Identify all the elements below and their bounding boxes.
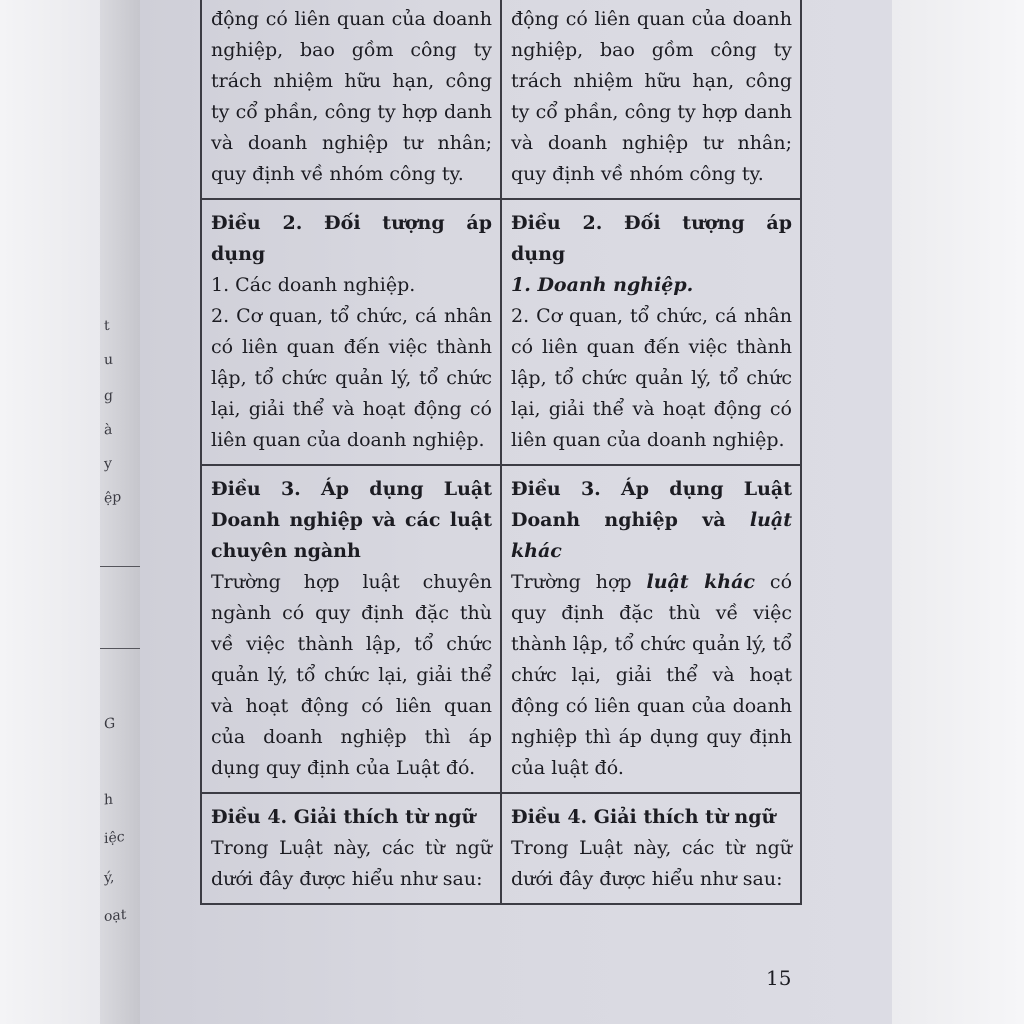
clause-item: 2. Cơ quan, tổ chức, cá nhân có liên quan đến việc thành lập, tổ chức quản lý, tổ chức lại, giải thể và hoạt động có liên quan của doanh nghiệp. bbox=[211, 305, 492, 451]
body-amended-text: luật khác bbox=[646, 571, 755, 593]
clause-item: 2. Cơ quan, tổ chức, cá nhân có liên quan đến việc thành lập, tổ chức quản lý, tổ chức lại, giải thể và hoạt động có liên quan của doanh nghiệp. bbox=[511, 305, 792, 451]
margin-fragment: ệp bbox=[104, 489, 122, 507]
article-heading: Điều 2. Đối tượng áp dụng bbox=[511, 212, 792, 265]
table-row bbox=[201, 0, 801, 199]
heading-amended-text: luật khác bbox=[511, 509, 792, 562]
left-cell bbox=[201, 199, 501, 465]
comparison-table bbox=[200, 0, 802, 905]
body-text: Trường hợp bbox=[511, 571, 647, 593]
margin-rule bbox=[100, 566, 140, 567]
adjacent-background-right bbox=[892, 0, 1024, 1024]
margin-fragment: h bbox=[104, 791, 114, 809]
right-text: động có liên quan của doanh nghiệp, bao gồm công ty trách nhiệm hữu hạn, công ty cổ phần, công ty hợp danh và doanh nghiệp tư nhân; quy định về nhóm công ty. bbox=[511, 8, 792, 185]
margin-fragment: oạt bbox=[104, 906, 127, 926]
left-cell bbox=[201, 465, 501, 793]
table-row bbox=[201, 199, 801, 465]
book-page bbox=[140, 0, 892, 1024]
margin-fragment: ý, bbox=[104, 869, 115, 887]
margin-rule bbox=[100, 648, 140, 649]
right-cell bbox=[501, 793, 801, 904]
left-text: động có liên quan của doanh nghiệp, bao gồm công ty trách nhiệm hữu hạn, công ty cổ phần, công ty hợp danh và doanh nghiệp tư nhân; quy định về nhóm công ty. bbox=[211, 8, 492, 185]
article-heading bbox=[511, 474, 792, 567]
table-row bbox=[201, 465, 801, 793]
right-cell bbox=[501, 465, 801, 793]
margin-fragment: y bbox=[104, 455, 112, 473]
article-heading: Điều 3. Áp dụng Luật Doanh nghiệp và các luật chuyên ngành bbox=[211, 478, 492, 562]
clause-item-amended: 1. Doanh nghiệp. bbox=[511, 274, 694, 296]
left-cell bbox=[201, 793, 501, 904]
body-text: có quy định đặc thù về việc thành lập, tổ chức quản lý, tổ chức lại, giải thể và hoạt động có liên quan của doanh nghiệp thì áp dụng quy định của luật đó. bbox=[511, 571, 793, 779]
page-number: 15 bbox=[766, 966, 792, 990]
table-row bbox=[201, 793, 801, 904]
article-body: Trường hợp luật chuyên ngành có quy định đặc thù về việc thành lập, tổ chức quản lý, tổ chức lại, giải thể và hoạt động có liên quan của doanh nghiệp thì áp dụng quy định của Luật đó. bbox=[211, 571, 492, 779]
article-body: Trong Luật này, các từ ngữ dưới đây được hiểu như sau: bbox=[211, 837, 492, 890]
margin-fragment: à bbox=[104, 421, 113, 439]
clause-item: 1. Các doanh nghiệp. bbox=[211, 274, 416, 296]
margin-fragment: G bbox=[104, 715, 116, 733]
heading-text: Điều 3. Áp dụng Luật Doanh nghiệp và bbox=[511, 478, 792, 531]
margin-fragment: t bbox=[104, 317, 110, 335]
margin-fragment: u bbox=[104, 351, 114, 369]
margin-fragment: g bbox=[104, 387, 113, 405]
right-cell bbox=[501, 199, 801, 465]
article-body: Trong Luật này, các từ ngữ dưới đây được hiểu như sau: bbox=[511, 837, 792, 890]
margin-fragment: iệc bbox=[104, 828, 125, 848]
adjacent-page-edge bbox=[100, 0, 140, 1024]
left-cell bbox=[201, 0, 501, 199]
article-heading: Điều 4. Giải thích từ ngữ bbox=[211, 806, 476, 828]
article-heading: Điều 4. Giải thích từ ngữ bbox=[511, 806, 776, 828]
right-cell bbox=[501, 0, 801, 199]
article-heading: Điều 2. Đối tượng áp dụng bbox=[211, 212, 492, 265]
article-body bbox=[511, 567, 792, 784]
